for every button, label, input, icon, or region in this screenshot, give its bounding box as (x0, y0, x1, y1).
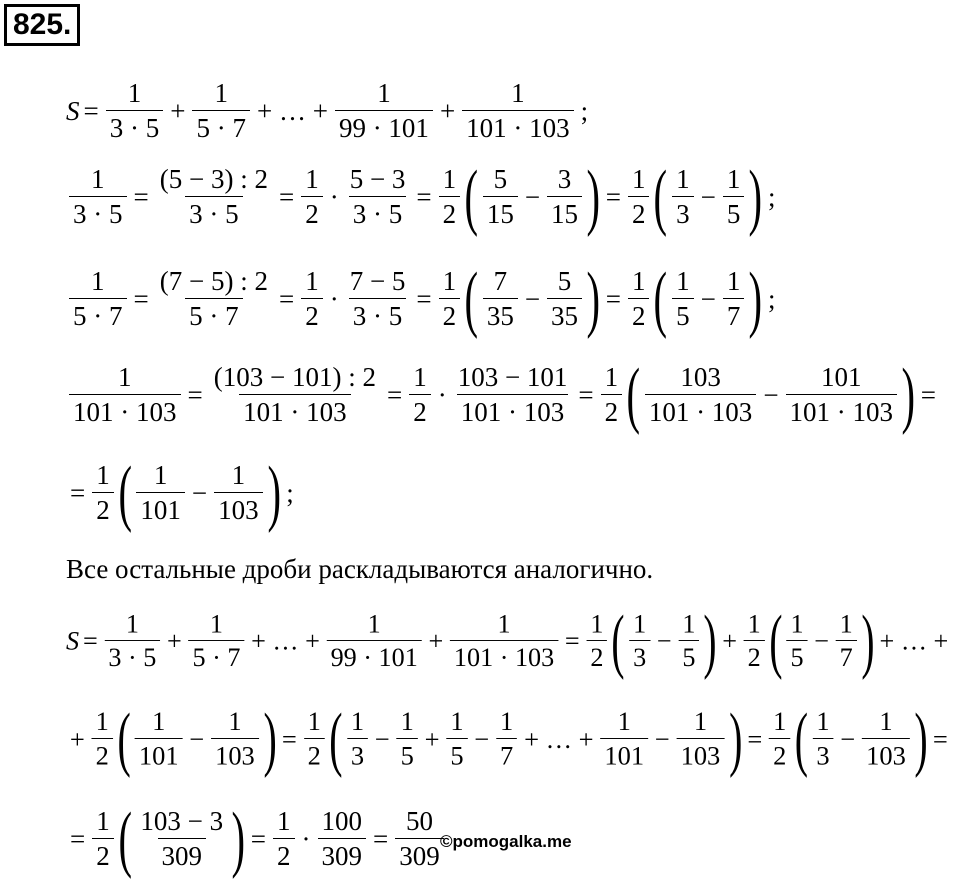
equation-line (66, 452, 298, 534)
fraction (483, 166, 518, 228)
operator: = (82, 625, 98, 656)
fraction-numerator: 1 (816, 706, 830, 737)
right-paren: ) (728, 698, 742, 780)
operator: = (83, 95, 99, 126)
right-paren: ) (901, 354, 916, 436)
operator: − (374, 723, 390, 754)
fraction-numerator: 1 (96, 806, 110, 836)
fraction-numerator: 1 (400, 706, 414, 737)
fraction-denominator: 103 (211, 738, 259, 769)
fraction-numerator: (103 − 101) : 2 (213, 362, 376, 392)
fraction-numerator: 1 (91, 266, 105, 296)
fraction (301, 166, 323, 228)
fraction-numerator: 1 (604, 362, 619, 392)
operator: − (763, 379, 779, 410)
fraction-numerator: 1 (631, 164, 646, 194)
operator: ; (286, 477, 294, 508)
left-paren: ( (464, 156, 479, 238)
fraction (347, 706, 368, 771)
fraction-numerator: 1 (231, 460, 246, 490)
operator: + … + (256, 95, 328, 126)
operator: · (329, 283, 339, 314)
fraction-numerator: 1 (747, 609, 761, 639)
operator: + (167, 625, 182, 656)
fraction-numerator: 1 (153, 460, 168, 490)
fraction-denominator: 101 · 103 (69, 394, 181, 426)
fraction (862, 706, 910, 771)
fraction (836, 611, 857, 671)
fraction (601, 364, 623, 426)
fraction-denominator: 3 (812, 738, 833, 769)
fraction-denominator: 15 (483, 196, 518, 228)
fraction (462, 80, 574, 142)
fraction-denominator: 2 (92, 492, 114, 524)
fraction-denominator: 3 · 5 (349, 196, 407, 228)
fraction (629, 611, 650, 671)
operator: − (189, 723, 205, 754)
operator: = (70, 477, 86, 508)
fraction-numerator: (5 − 3) : 2 (159, 164, 268, 194)
fraction-numerator: 1 (307, 706, 321, 737)
fraction (189, 611, 245, 671)
fraction (335, 80, 433, 142)
fraction-numerator: 7 − 5 (349, 266, 406, 296)
equation-line (66, 258, 780, 340)
fraction-numerator: 1 (91, 164, 105, 194)
operator: = (416, 181, 432, 212)
fraction (723, 166, 745, 228)
right-paren: ) (861, 601, 875, 681)
fraction (723, 268, 745, 330)
fraction-denominator: 5 (446, 738, 467, 769)
fraction-numerator: (7 − 5) : 2 (159, 266, 268, 296)
equation-line (66, 354, 940, 436)
fraction-denominator: 3 · 5 (185, 196, 243, 228)
fraction-denominator: 103 (862, 738, 910, 769)
fraction-denominator: 99 · 101 (327, 640, 422, 671)
fraction (454, 364, 572, 426)
fraction-numerator: 1 (413, 362, 427, 392)
fraction-denominator: 2 (586, 640, 607, 671)
fraction-numerator: 1 (726, 266, 741, 296)
fraction-numerator: 1 (214, 78, 228, 108)
operator: + … + (251, 625, 320, 656)
fraction (210, 364, 380, 426)
fraction-denominator: 35 (483, 298, 518, 330)
fraction (69, 364, 181, 426)
left-paren: ( (117, 698, 131, 780)
operator: = (278, 283, 295, 314)
fraction-denominator: 3 (629, 640, 650, 671)
fraction-denominator: 2 (439, 196, 461, 228)
left-paren: ( (118, 798, 132, 880)
fraction (106, 80, 164, 142)
fraction-numerator: 1 (497, 609, 511, 639)
operator: − (814, 625, 829, 656)
fraction-denominator: 5 (787, 640, 808, 671)
fraction (192, 80, 250, 142)
fraction-numerator: 7 (493, 266, 508, 296)
operator: ; (767, 181, 776, 212)
fraction-numerator: 1 (277, 806, 291, 836)
operator: − (654, 723, 670, 754)
fraction (812, 706, 833, 771)
fraction (628, 166, 650, 228)
left-paren: ( (653, 258, 668, 340)
left-paren: ( (653, 156, 668, 238)
fraction (395, 808, 444, 870)
fraction-numerator: 1 (96, 460, 110, 490)
fraction (156, 268, 272, 330)
left-paren: ( (464, 258, 479, 340)
equation-line (66, 601, 952, 681)
fraction-numerator: 1 (450, 706, 464, 737)
fraction (135, 706, 183, 771)
fraction-numerator: 1 (367, 609, 381, 639)
fraction-denominator: 2 (744, 640, 765, 671)
operator: = (133, 181, 149, 212)
problem-number: 825. (4, 4, 80, 46)
operator: − (700, 283, 716, 314)
fraction-numerator: 1 (682, 609, 696, 639)
fraction-numerator: 1 (676, 266, 690, 296)
fraction-denominator: 101 · 103 (457, 394, 569, 426)
operator: = (578, 379, 594, 410)
fraction (409, 364, 431, 426)
fraction (346, 268, 410, 330)
fraction (628, 268, 650, 330)
fraction-denominator: 5 · 7 (185, 298, 243, 330)
fraction (677, 706, 725, 771)
fraction-denominator: 2 (628, 298, 650, 330)
right-paren: ) (267, 452, 281, 534)
fraction-numerator: 103 (680, 362, 721, 392)
fraction-numerator: 103 − 101 (457, 362, 568, 392)
fraction (496, 706, 517, 771)
fraction-denominator: 101 (136, 492, 185, 524)
fraction-denominator: 3 · 5 (69, 196, 127, 228)
fraction-numerator: 1 (228, 706, 242, 737)
left-paren: ( (794, 698, 809, 780)
right-paren: ) (231, 798, 246, 880)
operator: ; (580, 95, 589, 126)
operator: = (605, 283, 621, 314)
operator: + (424, 723, 440, 754)
equation-line (66, 698, 952, 780)
fraction (318, 808, 367, 870)
fraction-numerator: 1 (511, 78, 525, 108)
explanation-text: Все остальные дроби раскладываются аналогично. (66, 554, 654, 584)
fraction-denominator: 309 (395, 838, 444, 870)
fraction-numerator: 101 (821, 362, 862, 392)
fraction-numerator: 1 (377, 78, 391, 108)
right-paren: ) (748, 156, 763, 238)
fraction-denominator: 5 (723, 196, 745, 228)
fraction (273, 808, 295, 870)
fraction (327, 611, 422, 671)
operator: = (250, 823, 267, 854)
fraction-denominator: 2 (301, 298, 323, 330)
fraction (672, 268, 694, 330)
fraction-denominator: 2 (301, 196, 323, 228)
fraction-numerator: 1 (676, 164, 690, 194)
equation-line (66, 156, 780, 238)
fraction (136, 462, 185, 524)
operator: = (416, 283, 432, 314)
fraction-denominator: 5 · 7 (189, 640, 245, 671)
right-paren: ) (914, 698, 928, 780)
fraction (92, 462, 114, 524)
fraction-denominator: 101 · 103 (239, 394, 351, 426)
fraction (586, 611, 607, 671)
fraction (214, 462, 263, 524)
fraction-numerator: 1 (127, 78, 142, 108)
operator: − (656, 625, 672, 656)
operator: − (524, 181, 541, 212)
left-paren: ( (611, 601, 625, 681)
fraction-denominator: 2 (304, 738, 325, 769)
operator: = (187, 379, 203, 410)
left-paren: ( (626, 354, 641, 436)
fraction-numerator: 5 − 3 (349, 164, 406, 194)
variable: S (66, 95, 80, 126)
variable: S (66, 625, 80, 656)
fraction-denominator: 2 (409, 394, 431, 426)
fraction-denominator: 101 (135, 738, 183, 769)
fraction-numerator: 1 (118, 362, 132, 392)
fraction-denominator: 309 (158, 838, 207, 870)
equation-line (66, 798, 447, 880)
fraction-denominator: 7 (723, 298, 745, 330)
operator: = (281, 723, 297, 754)
fraction-numerator: 1 (617, 706, 631, 737)
fraction (397, 706, 418, 771)
operator: + … + (524, 723, 594, 754)
fraction (787, 611, 808, 671)
fraction-numerator: 1 (442, 164, 457, 194)
fraction-denominator: 101 · 103 (786, 394, 898, 426)
fraction-numerator: 1 (773, 706, 787, 737)
fraction-numerator: 1 (590, 609, 604, 639)
fraction-denominator: 101 (600, 738, 648, 769)
fraction-denominator: 15 (547, 196, 582, 228)
fraction-denominator: 103 (214, 492, 263, 524)
equation-line (66, 80, 592, 142)
right-paren: ) (586, 258, 601, 340)
operator: ; (767, 283, 776, 314)
operator: = (70, 823, 86, 854)
operator: + (170, 95, 186, 126)
fraction-numerator: 1 (693, 706, 708, 737)
fraction-numerator: 1 (442, 266, 457, 296)
fraction-numerator: 1 (152, 706, 166, 737)
operator: − (474, 723, 490, 754)
fraction-numerator: 3 (557, 164, 572, 194)
fraction (547, 166, 582, 228)
fraction-denominator: 7 (836, 640, 857, 671)
operator: + (428, 625, 444, 656)
right-paren: ) (263, 698, 277, 780)
operator: − (700, 181, 716, 212)
operator: − (191, 477, 208, 508)
operator: = (386, 379, 403, 410)
fraction (439, 166, 461, 228)
fraction (439, 268, 461, 330)
fraction (600, 706, 648, 771)
operator: = (932, 723, 948, 754)
fraction-numerator: 1 (125, 609, 139, 639)
fraction (136, 808, 227, 870)
operator: + (722, 625, 737, 656)
operator: = (747, 723, 763, 754)
fraction (69, 268, 127, 330)
fraction-numerator: 1 (350, 706, 365, 737)
fraction-numerator: 100 (321, 806, 363, 836)
right-paren: ) (703, 601, 717, 681)
fraction-denominator: 2 (601, 394, 623, 426)
fraction-denominator: 101 · 103 (462, 110, 574, 142)
operator: · (329, 181, 339, 212)
fraction (645, 364, 757, 426)
fraction-numerator: 1 (305, 266, 319, 296)
fraction-denominator: 2 (769, 738, 790, 769)
fraction-numerator: 1 (631, 266, 646, 296)
operator: = (564, 625, 580, 656)
fraction-denominator: 3 (347, 738, 368, 769)
fraction-denominator: 5 (678, 640, 699, 671)
fraction (92, 808, 114, 870)
operator: − (524, 283, 541, 314)
operator: = (278, 181, 295, 212)
fraction-numerator: 50 (406, 806, 433, 836)
fraction-numerator: 1 (879, 706, 893, 737)
fraction-denominator: 7 (496, 738, 517, 769)
operator: + (439, 95, 456, 126)
fraction (105, 611, 161, 671)
operator: + … + (879, 625, 949, 656)
fraction (678, 611, 699, 671)
fraction-denominator: 2 (439, 298, 461, 330)
fraction-numerator: 1 (500, 706, 514, 737)
fraction (346, 166, 410, 228)
fraction-numerator: 1 (790, 609, 804, 639)
fraction (69, 166, 127, 228)
fraction-denominator: 3 (672, 196, 694, 228)
fraction-denominator: 5 (672, 298, 694, 330)
fraction (156, 166, 272, 228)
fraction (744, 611, 765, 671)
fraction-numerator: 5 (557, 266, 572, 296)
watermark: ©pomogalka.me (440, 832, 572, 851)
fraction-denominator: 2 (628, 196, 650, 228)
fraction-numerator: 103 − 3 (140, 806, 224, 836)
fraction-numerator: 1 (726, 164, 741, 194)
fraction-denominator: 101 · 103 (450, 640, 558, 671)
fraction (786, 364, 898, 426)
fraction (450, 611, 558, 671)
fraction (672, 166, 694, 228)
fraction-denominator: 3 · 5 (106, 110, 164, 142)
right-paren: ) (586, 156, 601, 238)
fraction-denominator: 101 · 103 (645, 394, 757, 426)
fraction-denominator: 3 · 5 (349, 298, 407, 330)
fraction-denominator: 5 · 7 (69, 298, 127, 330)
fraction-denominator: 35 (547, 298, 582, 330)
fraction-numerator: 1 (633, 609, 647, 639)
operator: = (605, 181, 621, 212)
left-paren: ( (769, 601, 783, 681)
fraction (446, 706, 467, 771)
fraction-numerator: 1 (305, 164, 319, 194)
fraction-denominator: 5 (397, 738, 418, 769)
left-paren: ( (118, 452, 132, 534)
fraction-numerator: 5 (493, 164, 508, 194)
fraction-denominator: 309 (318, 838, 367, 870)
operator: − (840, 723, 856, 754)
operator: = (920, 379, 936, 410)
fraction-numerator: 1 (839, 609, 853, 639)
fraction-denominator: 99 · 101 (335, 110, 433, 142)
right-paren: ) (748, 258, 763, 340)
fraction-denominator: 2 (273, 838, 295, 870)
fraction-numerator: 1 (95, 706, 109, 737)
operator: + (69, 723, 85, 754)
fraction (301, 268, 323, 330)
fraction-numerator: 1 (209, 609, 224, 639)
fraction (304, 706, 325, 771)
operator: · (301, 823, 311, 854)
operator: = (373, 823, 389, 854)
fraction (769, 706, 790, 771)
fraction (92, 706, 113, 771)
operator: · (437, 379, 447, 410)
fraction (211, 706, 259, 771)
fraction-denominator: 103 (677, 738, 725, 769)
fraction-denominator: 5 · 7 (192, 110, 250, 142)
fraction (547, 268, 582, 330)
operator: = (133, 283, 149, 314)
fraction (483, 268, 518, 330)
left-paren: ( (329, 698, 343, 780)
fraction-denominator: 2 (92, 738, 113, 769)
fraction-denominator: 3 · 5 (105, 640, 161, 671)
fraction-denominator: 2 (92, 838, 114, 870)
